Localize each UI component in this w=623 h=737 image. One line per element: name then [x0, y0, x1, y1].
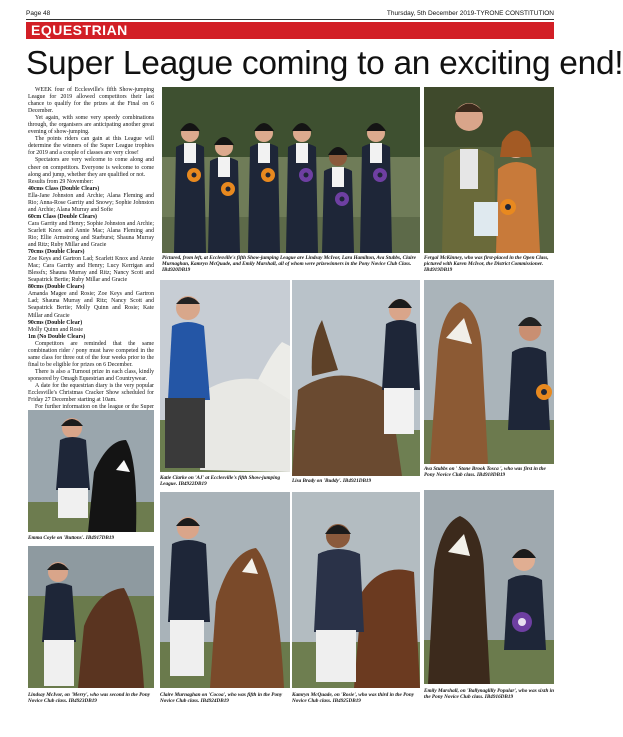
article-paragraph: Cara Garrity and Henry; Sophie Johnston and Archie; Scarlett Knox and Annie Mac; Alana Fleming and Rio; Ellie Armstrong and Starburst; Shauna Murray and Ritz; Ruby Millar and Gracie [28, 220, 154, 249]
results-class-heading: 60cm Class (Double Clears) [28, 213, 97, 220]
article-paragraph: There is also a Turnout prize in each class, kindly sponsored by Omagh Equestrian and Countrywear. [28, 368, 154, 382]
publication-date-line: Thursday, 5th December 2019-TYRONE CONSTITUTION [386, 9, 554, 17]
results-class-heading: 1m (No Double Clears) [28, 333, 86, 340]
lisa-photo-caption: Lisa Brady on 'Buddy'. IB4921DB19 [292, 478, 372, 484]
article-paragraph: The points riders can gain at this League will determine the winners of the Super League trophies for 2019 and a couple of classes are very close! [28, 136, 154, 157]
ava-photo [424, 280, 554, 464]
ava-photo-caption: Ava Stubbs on ' Stone Brook Tosca ', who was first in the Pony Novice Club class. IB4918DB19 [424, 466, 546, 479]
emma-photo-caption: Emma Coyle on 'Buttons'. IB4917DB19 [28, 535, 115, 541]
claire-photo [160, 492, 290, 688]
section-banner [26, 22, 554, 39]
article-paragraph: For further information on the league or the Super [35, 404, 154, 411]
emma-photo [28, 410, 154, 532]
article-paragraph: Competitors are reminded that the same combination rider / pony must have competed in the same class for three out of the four weeks prior to the final to be eligible for prizes on 6 December. [28, 340, 154, 368]
fergal-photo-caption: Fergal McKinney, who was first-placed in the Open Class, pictured with Karen McIvor, the District Commissioner. IB4919DB19 [424, 255, 549, 274]
emily-photo [424, 490, 554, 684]
article-paragraph: Yet again, with some very speedy combinations through, the organisers are anticipating another great evening of show-jumping. [28, 115, 154, 136]
kamryn-photo-caption: Kamryn McQuade, on 'Rosie', who was third in the Pony Novice Club class. IB4925DB19 [292, 692, 415, 705]
group-photo [162, 87, 420, 253]
article-paragraph: WEEK four of Ecclesville's fifth Show-jumping League for 2019 allowed competitors their last chance to qualify for the prizes at the Final on 6 December. [28, 87, 154, 115]
results-class-heading: 40cms Class (Double Clears) [28, 185, 100, 192]
lindsay-photo-caption: Lindsay McIvor, on 'Merry', who was second in the Pony Novice Club class. IB4923DB19 [28, 692, 151, 705]
emily-photo-caption: Emily Marshall, on 'Ballynaglilly Popular', who was sixth in the Pony Novice Club class. IB4916DB19 [424, 688, 555, 701]
results-class-heading: 90cms (Double Clear) [28, 319, 83, 326]
header-rule [26, 19, 554, 20]
article-paragraph: Zoe Keys and Gartron Lad; Scarlett Knox and Annie Mac; Cara Garrity and Henry; Lucy Kerrigan and Blessfx; Shauna Murray and Ritz; Nancy Scott and Seapatrick Bertie; Ruby Millar and Gracie [28, 256, 154, 284]
results-class-heading: 70cms (Double Clears) [28, 249, 85, 256]
results-class-heading: 80cms (Double Clears) [28, 284, 85, 291]
article-paragraph: Results from 29 November: [28, 178, 94, 185]
article-paragraph: Amanda Magee and Rosie; Zoe Keys and Gartron Lad; Shauna Murray and Ritz; Nancy Scott and Seapatrick Bertie; Molly Quinn and Rosie; Kate Millar and Gracie [28, 291, 154, 319]
claire-photo-caption: Claire Murnaghan on 'Cocoa', who was fifth in the Pony Novice Club class. IB4924DB19 [160, 692, 283, 705]
group-photo-caption: Pictured, from left, at Ecclesville's fifth Show-jumping League are Lindsay McIvor, Lara Hamilton, Ava Stubbs, Claire Murnaghan, Kamryn McQuade, and Emily Marshall, all of whom were prizewinners in the Pony Novice Club Class. IB4920DB19 [162, 255, 416, 274]
lisa-photo [292, 280, 420, 476]
lindsay-photo [28, 546, 154, 688]
katie-photo-caption: Katie Clarke on 'AJ' at Ecclesville's fifth Show-jumping League. IB4922DB19 [160, 475, 281, 488]
article-paragraph: Spectators are very welcome to come along and cheer on competitors. Everyone is welcome to come along and jump, whether they are qualified or not. [28, 157, 154, 178]
kamryn-photo [292, 492, 420, 688]
article-paragraph: Ella-Jane Johnston and Archie; Alana Fleming and Rio; Anna-Rose Garrity and Snowy; Sophie Johnston and Archie; Alana Murray and Sofie [28, 192, 154, 213]
katie-photo [160, 280, 290, 472]
page-number: Page 48 [26, 9, 51, 17]
section-title: EQUESTRIAN [31, 22, 128, 38]
page-header [26, 8, 554, 18]
article-paragraph: Molly Quinn and Rosie [28, 326, 84, 333]
article-paragraph: A date for the equestrian diary is the very popular Ecclesville's Christmas Cracker Show scheduled for Friday 27 December starting at 10am. [28, 382, 154, 404]
headline: Super League coming to an exciting end! [26, 45, 623, 82]
fergal-photo [424, 87, 554, 253]
article-body [28, 87, 154, 411]
